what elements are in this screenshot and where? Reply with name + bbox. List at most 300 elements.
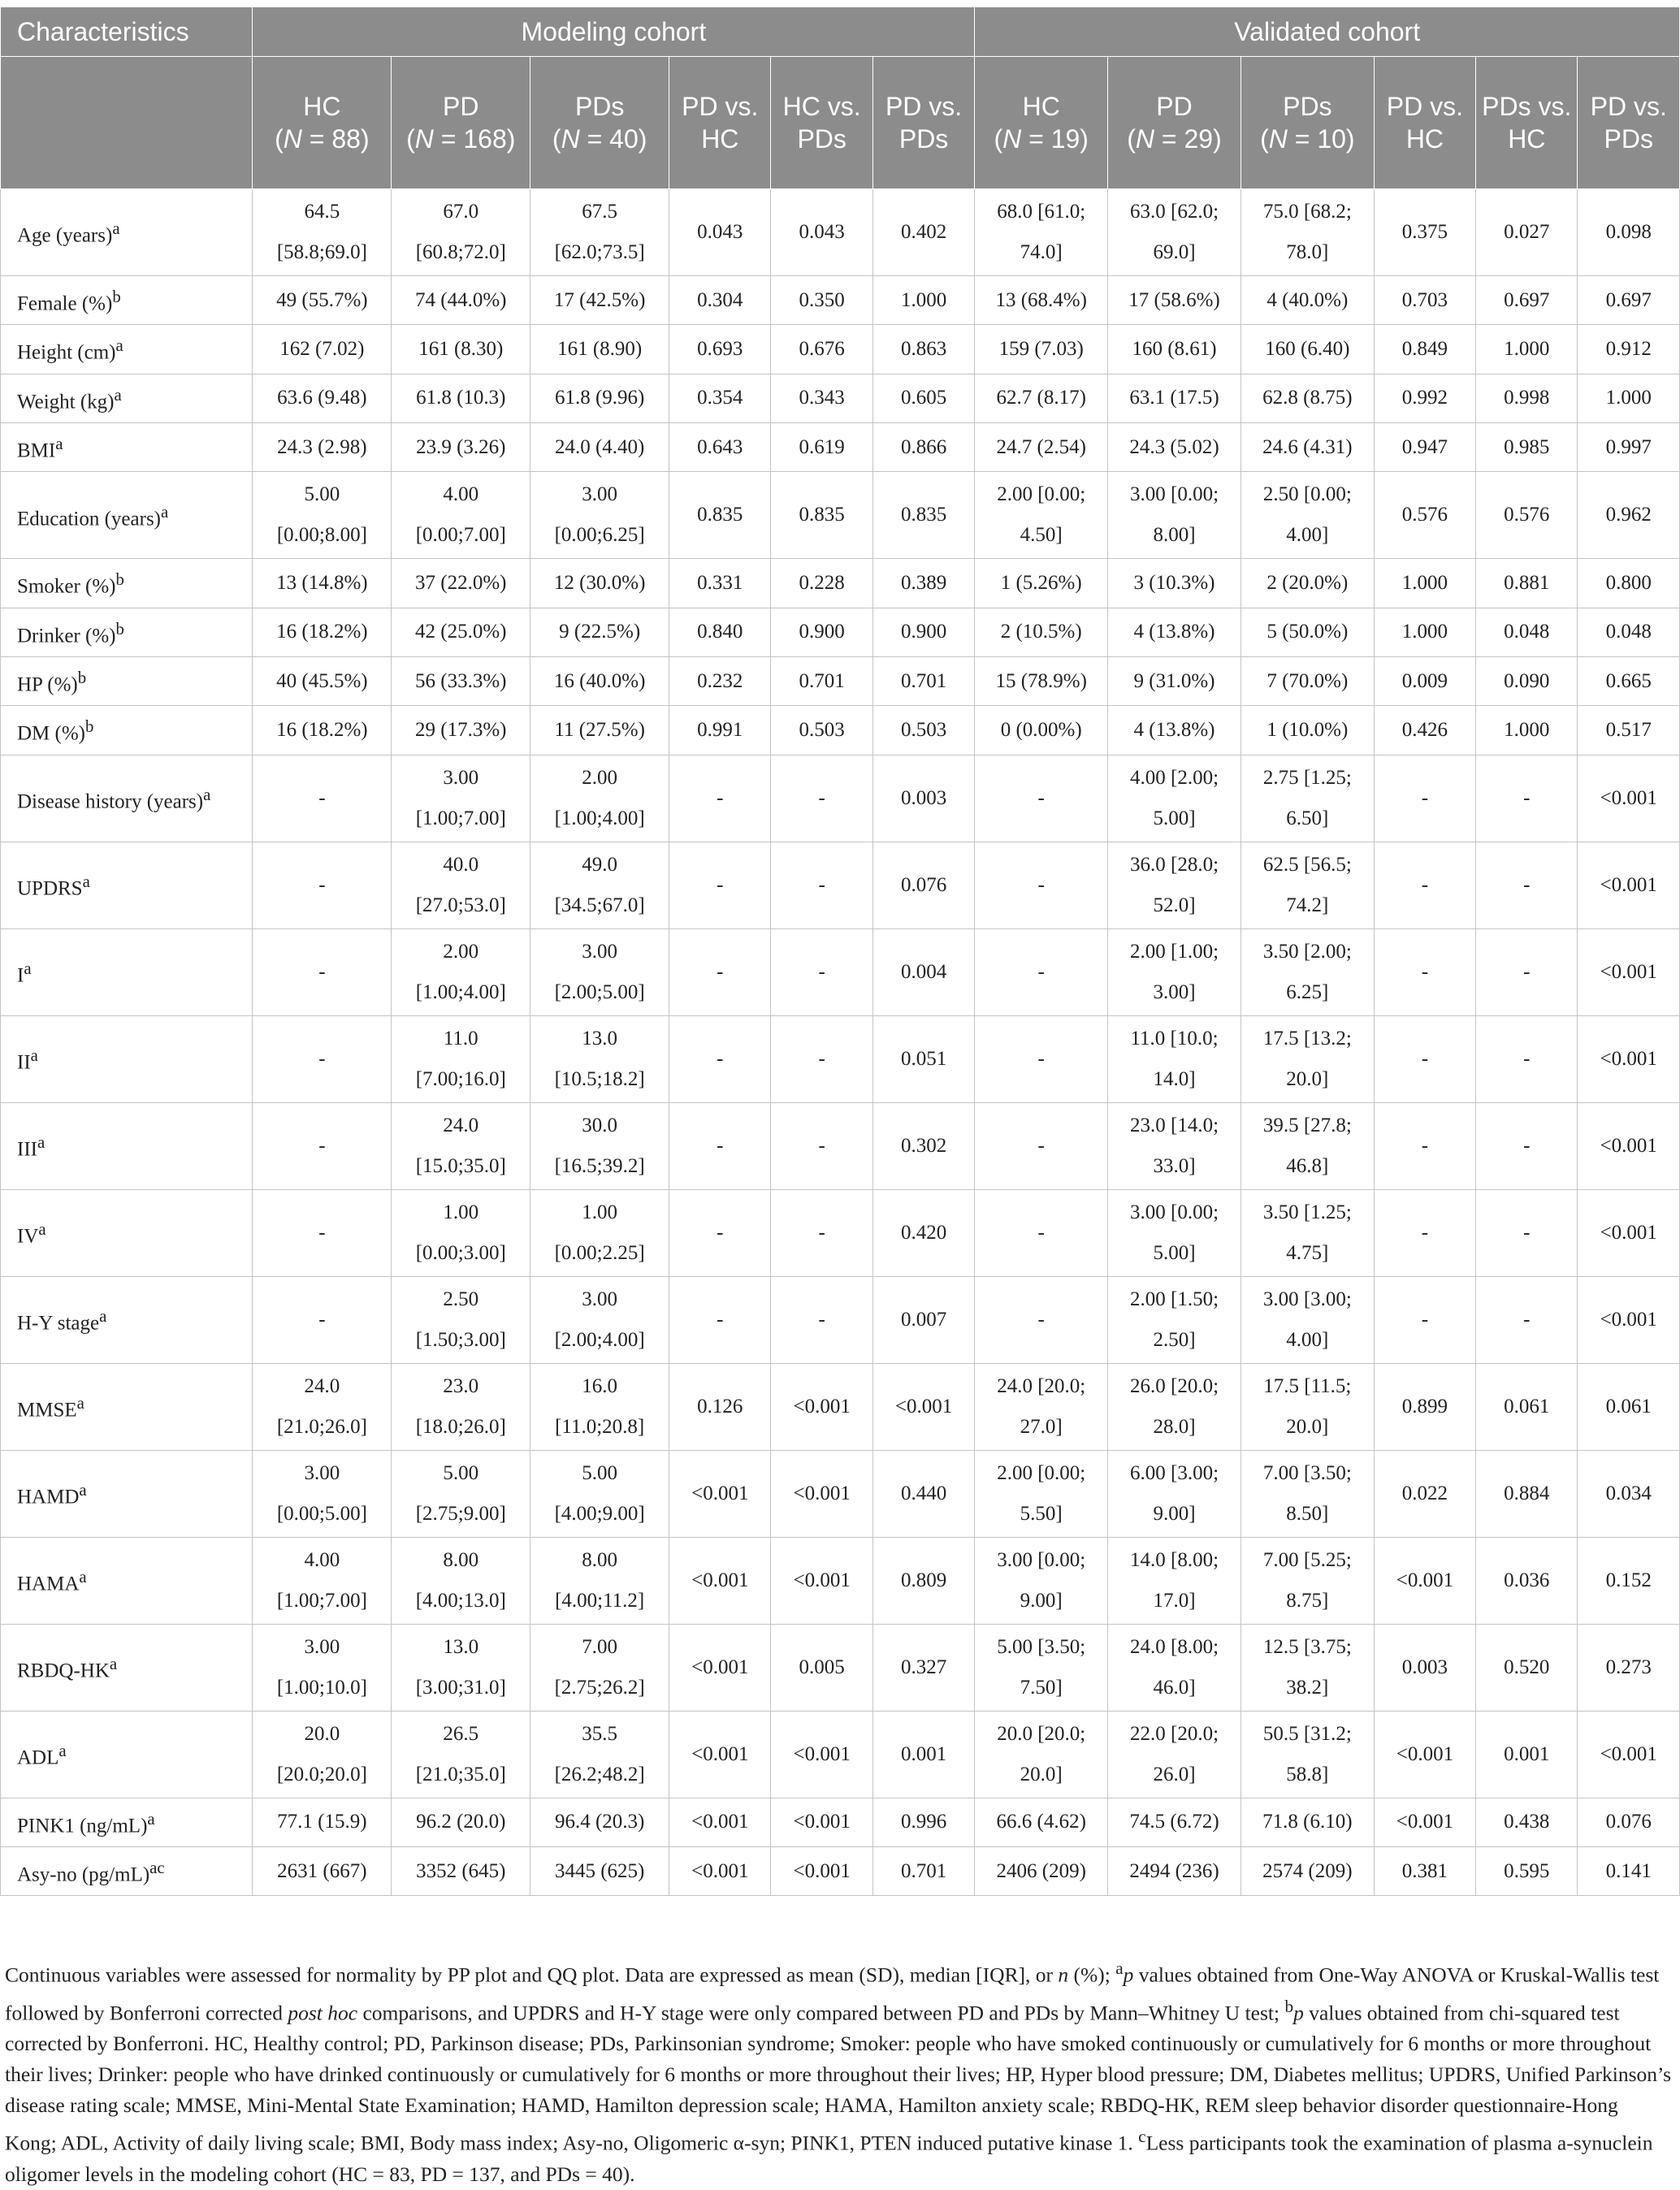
table-cell bbox=[872, 189, 974, 276]
column-header-group: HC bbox=[303, 92, 341, 121]
table-row bbox=[1, 559, 1680, 608]
table-cell bbox=[530, 1798, 669, 1846]
table-cell bbox=[1476, 608, 1578, 656]
cell-value: 7.00 bbox=[582, 1635, 618, 1658]
cell-value: [4.00;11.2] bbox=[555, 1589, 645, 1612]
table-cell bbox=[1108, 755, 1241, 842]
cell-value: 24.0 bbox=[304, 1374, 340, 1397]
cell-value: [1.00;7.00] bbox=[276, 1589, 367, 1612]
table-cell bbox=[669, 755, 771, 842]
row-label bbox=[1, 1276, 253, 1363]
cell-value: 16 (40.0%) bbox=[553, 669, 646, 692]
table-row bbox=[1, 706, 1680, 755]
table-cell bbox=[975, 189, 1108, 276]
footnote-text: comparisons, and UPDRS and H-Y stage were only compared between PD and PDs by Mann–Whitney U test; bbox=[357, 2001, 1285, 2024]
cell-value: 24.7 (2.54) bbox=[996, 435, 1086, 458]
cell-value: 75.0 [68.2; bbox=[1262, 201, 1352, 223]
row-label-text: HAMD bbox=[17, 1486, 80, 1508]
cell-value: 0.141 bbox=[1605, 1859, 1652, 1882]
footnote-n-italic: n bbox=[1058, 1963, 1069, 1987]
column-header: PDs (N = 10) bbox=[1241, 57, 1374, 189]
column-header-count: = 88) bbox=[301, 124, 370, 154]
row-label bbox=[1, 1450, 253, 1537]
table-cell bbox=[1108, 1846, 1241, 1895]
table-cell bbox=[1241, 422, 1374, 471]
table-row bbox=[1, 608, 1680, 656]
column-header bbox=[1374, 57, 1475, 189]
cell-value: 5.00 bbox=[582, 1461, 618, 1484]
table-cell bbox=[771, 1537, 872, 1624]
cell-value: 0.009 bbox=[1401, 669, 1448, 692]
table-cell bbox=[1108, 1015, 1241, 1102]
table-row bbox=[1, 1537, 1680, 1624]
table-row bbox=[1, 325, 1680, 374]
cell-value: 24.6 (4.31) bbox=[1262, 435, 1353, 458]
table-cell bbox=[392, 1537, 530, 1624]
footnote-p-italic: p bbox=[1293, 2001, 1304, 2024]
row-label-footnote-marker: a bbox=[114, 384, 122, 405]
table-cell bbox=[669, 1363, 771, 1450]
table-cell bbox=[975, 1624, 1108, 1711]
table-cell bbox=[771, 422, 872, 471]
cell-value: 63.1 (17.5) bbox=[1129, 387, 1219, 409]
table-cell bbox=[1476, 1363, 1578, 1450]
table-cell bbox=[975, 928, 1108, 1015]
table-cell bbox=[1241, 1015, 1374, 1102]
cell-value: 0.881 bbox=[1504, 571, 1550, 594]
cell-value: - bbox=[1421, 960, 1429, 983]
table-cell bbox=[1108, 325, 1241, 374]
table-row bbox=[1, 1846, 1680, 1895]
cell-value: 0.043 bbox=[799, 221, 845, 243]
row-label-text: Disease history (years) bbox=[17, 790, 204, 813]
table-row bbox=[1, 472, 1680, 559]
table-cell bbox=[1578, 189, 1680, 276]
row-label-text: Female (%) bbox=[17, 292, 113, 315]
cell-value: 0.835 bbox=[799, 504, 845, 526]
table-cell bbox=[669, 1102, 771, 1189]
cell-value: 24.0 [20.0; bbox=[997, 1374, 1086, 1397]
cell-value: 0.036 bbox=[1504, 1569, 1550, 1591]
table-cell bbox=[975, 1537, 1108, 1624]
table-cell bbox=[1374, 276, 1475, 325]
cell-value: 5.00] bbox=[1153, 807, 1196, 829]
cell-value: 2.00 [1.00; bbox=[1130, 940, 1219, 963]
cell-value: 20.0] bbox=[1020, 1763, 1063, 1785]
table-cell bbox=[253, 1015, 392, 1102]
table-cell bbox=[1578, 608, 1680, 656]
table-cell bbox=[392, 608, 530, 656]
cell-value: 40 (45.5%) bbox=[276, 669, 368, 692]
table-cell bbox=[253, 1102, 392, 1189]
table-footnote bbox=[5, 1953, 1672, 2190]
cell-value: <0.001 bbox=[691, 1859, 749, 1882]
row-label-text: II bbox=[17, 1051, 31, 1074]
table-cell bbox=[1108, 1363, 1241, 1450]
table-cell bbox=[771, 276, 872, 325]
table-cell bbox=[253, 1798, 392, 1846]
table-cell bbox=[1578, 656, 1680, 705]
row-label-text: HP (%) bbox=[17, 673, 78, 696]
row-label-text: UPDRS bbox=[17, 877, 83, 900]
table-cell bbox=[669, 422, 771, 471]
cell-value: 8.50] bbox=[1286, 1502, 1329, 1525]
column-header-label: PD vs. PDs bbox=[885, 92, 963, 154]
table-cell bbox=[1374, 189, 1475, 276]
cell-value: [3.00;31.0] bbox=[415, 1676, 506, 1699]
table-cell bbox=[1476, 422, 1578, 471]
cell-value: 58.8] bbox=[1286, 1763, 1329, 1785]
cell-value: 2 (10.5%) bbox=[1000, 621, 1082, 643]
table-cell bbox=[872, 1102, 974, 1189]
cell-value: 14.0 [8.00; bbox=[1130, 1548, 1219, 1571]
table-cell bbox=[669, 1015, 771, 1102]
cell-value: 8.00] bbox=[1153, 524, 1196, 547]
table-cell bbox=[1374, 1537, 1475, 1624]
row-label bbox=[1, 1015, 253, 1102]
cell-value: 5 (50.0%) bbox=[1266, 621, 1349, 643]
cell-value: <0.001 bbox=[691, 1811, 749, 1833]
cell-value: 0.350 bbox=[799, 288, 845, 311]
cell-value: 2 (20.0%) bbox=[1266, 571, 1349, 594]
cell-value: 0.703 bbox=[1401, 288, 1448, 311]
cell-value: 0.003 bbox=[1401, 1655, 1448, 1678]
cell-value: - bbox=[1037, 1134, 1045, 1157]
cell-value: <0.001 bbox=[691, 1742, 749, 1765]
cell-value: 1.00 bbox=[582, 1201, 618, 1223]
table-cell bbox=[530, 1015, 669, 1102]
row-label-text: I bbox=[17, 964, 24, 987]
cell-value: 74.2] bbox=[1286, 894, 1329, 916]
cell-value: 0.051 bbox=[900, 1047, 947, 1070]
table-cell bbox=[530, 755, 669, 842]
table-cell bbox=[1578, 706, 1680, 755]
cell-value: 74.5 (6.72) bbox=[1129, 1811, 1219, 1833]
table-cell bbox=[669, 189, 771, 276]
cell-value: 0.004 bbox=[900, 960, 947, 983]
table-cell bbox=[253, 656, 392, 705]
table-row bbox=[1, 1711, 1680, 1798]
table-cell bbox=[1476, 1711, 1578, 1798]
cell-value: 3.00 [0.00; bbox=[1130, 1201, 1219, 1223]
cell-value: 8.00 bbox=[443, 1548, 479, 1571]
table-cell bbox=[392, 1798, 530, 1846]
row-label bbox=[1, 276, 253, 325]
column-header-label: PD vs. PDs bbox=[1590, 92, 1667, 154]
cell-value: 0.152 bbox=[1605, 1569, 1652, 1591]
table-row bbox=[1, 1189, 1680, 1276]
table-cell bbox=[1476, 1537, 1578, 1624]
cell-value: - bbox=[1037, 873, 1045, 896]
table-cell bbox=[975, 706, 1108, 755]
cell-value: 39.5 [27.8; bbox=[1262, 1114, 1352, 1136]
cell-value: 1.000 bbox=[1504, 718, 1550, 741]
table-cell bbox=[669, 1189, 771, 1276]
cell-value: - bbox=[1421, 1221, 1429, 1244]
table-cell bbox=[392, 1711, 530, 1798]
row-label-footnote-marker: b bbox=[112, 287, 121, 306]
table-cell bbox=[771, 1624, 872, 1711]
row-label-text: Weight (kg) bbox=[17, 390, 115, 413]
cell-value: <0.001 bbox=[1600, 873, 1657, 896]
cell-value: 63.6 (9.48) bbox=[277, 387, 367, 409]
cell-value: 0.947 bbox=[1401, 435, 1448, 458]
cell-value: 0.985 bbox=[1504, 435, 1550, 458]
cell-value: 162 (7.02) bbox=[279, 337, 365, 360]
table-cell bbox=[530, 1363, 669, 1450]
column-header-label: PD vs. HC bbox=[682, 92, 759, 154]
cell-value: 161 (8.90) bbox=[557, 337, 643, 360]
cell-value: 26.0] bbox=[1153, 1763, 1196, 1785]
cell-value: 3 (10.3%) bbox=[1133, 571, 1215, 594]
table-cell bbox=[1374, 1015, 1475, 1102]
table-cell bbox=[1476, 189, 1578, 276]
table-cell bbox=[1241, 325, 1374, 374]
cell-value: 2.00 [0.00; bbox=[997, 483, 1086, 506]
cell-value: - bbox=[1523, 960, 1531, 983]
table-cell bbox=[1241, 1102, 1374, 1189]
table-cell bbox=[392, 706, 530, 755]
cell-value: 0.126 bbox=[697, 1395, 743, 1417]
cell-value: 4 (13.8%) bbox=[1133, 718, 1215, 741]
row-label-text: PINK1 (ng/mL) bbox=[17, 1814, 148, 1837]
cell-value: 13.0 bbox=[443, 1635, 479, 1658]
cell-value: 2494 (236) bbox=[1129, 1859, 1219, 1882]
cell-value: 9 (22.5%) bbox=[559, 621, 641, 643]
column-header-group: PD bbox=[1156, 92, 1193, 121]
cell-value: 11 (27.5%) bbox=[554, 718, 645, 741]
table-cell bbox=[1476, 1846, 1578, 1895]
column-header-n: N bbox=[414, 124, 434, 154]
cell-value: 0.343 bbox=[799, 387, 845, 409]
table-cell bbox=[872, 374, 974, 422]
table-cell bbox=[1476, 928, 1578, 1015]
table-cell bbox=[872, 1015, 974, 1102]
cell-value: 2.50 [0.00; bbox=[1262, 483, 1352, 506]
cell-value: 17.5 [11.5; bbox=[1263, 1374, 1352, 1397]
column-header-count: = 10) bbox=[1287, 124, 1355, 154]
table-cell bbox=[771, 472, 872, 559]
row-label-text: III bbox=[17, 1138, 37, 1161]
table-cell bbox=[975, 656, 1108, 705]
table-row bbox=[1, 1015, 1680, 1102]
cell-value: - bbox=[1421, 786, 1429, 809]
table-cell bbox=[669, 276, 771, 325]
table-cell bbox=[1578, 1015, 1680, 1102]
cell-value: 0.389 bbox=[900, 571, 947, 594]
cell-value: 1.000 bbox=[900, 288, 947, 311]
row-label-footnote-marker: a bbox=[30, 1045, 38, 1065]
cell-value: 4.75] bbox=[1286, 1241, 1329, 1264]
table-cell bbox=[1108, 608, 1241, 656]
cell-value: 64.5 bbox=[304, 201, 340, 223]
cell-value: [34.5;67.0] bbox=[554, 894, 645, 916]
cell-value: 4.00] bbox=[1286, 1328, 1329, 1351]
table-cell bbox=[253, 1450, 392, 1537]
row-label bbox=[1, 1537, 253, 1624]
table-cell bbox=[872, 755, 974, 842]
table-cell bbox=[1108, 706, 1241, 755]
cell-value: 66.6 (4.62) bbox=[996, 1811, 1086, 1833]
cell-value: 46.8] bbox=[1286, 1154, 1329, 1177]
row-label bbox=[1, 472, 253, 559]
table-cell bbox=[1476, 1102, 1578, 1189]
table-cell bbox=[771, 325, 872, 374]
cell-value: <0.001 bbox=[793, 1742, 851, 1765]
cell-value: 3.00 bbox=[304, 1461, 340, 1484]
cell-value: 50.5 [31.2; bbox=[1262, 1722, 1352, 1745]
table-cell bbox=[530, 1276, 669, 1363]
row-label-footnote-marker: a bbox=[55, 433, 63, 453]
table-cell bbox=[872, 842, 974, 928]
table-cell bbox=[392, 842, 530, 928]
row-label-footnote-marker: a bbox=[79, 1479, 87, 1500]
table-cell bbox=[1241, 1624, 1374, 1711]
cell-value: 0.701 bbox=[799, 669, 845, 692]
cell-value: 0.304 bbox=[697, 288, 743, 311]
cell-value: 24.3 (2.98) bbox=[277, 435, 367, 458]
cell-value: 0.420 bbox=[900, 1221, 947, 1244]
table-cell bbox=[669, 1798, 771, 1846]
cell-value: 9.00] bbox=[1020, 1589, 1063, 1612]
cell-value: [58.8;69.0] bbox=[276, 241, 367, 263]
cell-value: 74.0] bbox=[1020, 241, 1063, 263]
row-label-text: Height (cm) bbox=[17, 341, 116, 364]
cell-value: 0.331 bbox=[697, 571, 743, 594]
row-label-footnote-marker: ac bbox=[149, 1857, 165, 1877]
cell-value: 0.643 bbox=[697, 435, 743, 458]
row-label-footnote-marker: a bbox=[112, 219, 120, 239]
cell-value: [26.2;48.2] bbox=[554, 1763, 645, 1785]
table-cell bbox=[975, 1798, 1108, 1846]
table-cell bbox=[1241, 189, 1374, 276]
table-cell bbox=[1108, 1276, 1241, 1363]
table-cell bbox=[872, 1846, 974, 1895]
table-cell bbox=[1476, 1798, 1578, 1846]
row-label-text: HAMA bbox=[17, 1573, 80, 1595]
table-cell bbox=[1476, 842, 1578, 928]
cell-value: 9.00] bbox=[1153, 1502, 1196, 1525]
cell-value: 2631 (667) bbox=[277, 1859, 367, 1882]
cell-value: 0.835 bbox=[900, 504, 947, 526]
cell-value: 3.00 bbox=[582, 483, 618, 506]
cell-value: 11.0 [10.0; bbox=[1130, 1027, 1219, 1050]
cell-value: 3.00 bbox=[443, 766, 479, 789]
table-cell bbox=[771, 842, 872, 928]
cell-value: 8.00 bbox=[582, 1548, 618, 1571]
cell-value: 0.866 bbox=[900, 435, 947, 458]
cell-value: 0.090 bbox=[1504, 669, 1550, 692]
table-cell bbox=[1108, 1711, 1241, 1798]
cell-value: 49.0 bbox=[582, 853, 618, 876]
cell-value: <0.001 bbox=[1600, 1742, 1657, 1765]
table-cell bbox=[975, 1276, 1108, 1363]
cell-value: 4.00 [2.00; bbox=[1130, 766, 1219, 789]
cell-value: <0.001 bbox=[691, 1569, 749, 1591]
cell-value: 3445 (625) bbox=[554, 1859, 645, 1882]
table-cell bbox=[530, 422, 669, 471]
row-label-text: Smoker (%) bbox=[17, 575, 116, 598]
table-cell bbox=[1374, 1624, 1475, 1711]
table-cell bbox=[1578, 472, 1680, 559]
table-cell bbox=[1241, 1846, 1374, 1895]
table-cell bbox=[1374, 1189, 1475, 1276]
cell-value: 67.0 bbox=[443, 201, 479, 223]
table-cell bbox=[975, 1450, 1108, 1537]
table-cell bbox=[771, 928, 872, 1015]
cell-value: 5.00 bbox=[304, 483, 340, 506]
table-row bbox=[1, 1363, 1680, 1450]
cell-value: [0.00;7.00] bbox=[415, 524, 506, 547]
cell-value: 0.232 bbox=[697, 669, 743, 692]
table-cell bbox=[669, 656, 771, 705]
cell-value: [0.00;8.00] bbox=[276, 524, 367, 547]
cell-value: 17 (42.5%) bbox=[553, 288, 646, 311]
column-header-n: N bbox=[1135, 124, 1155, 154]
table-cell bbox=[1578, 1846, 1680, 1895]
cell-value: 0.809 bbox=[900, 1569, 947, 1591]
cell-value: 0.997 bbox=[1605, 435, 1652, 458]
footnote-text: Continuous variables were assessed for normality by PP plot and QQ plot. Data are expressed as mean (SD), median [IQR], or bbox=[5, 1963, 1059, 1987]
row-label-footnote-marker: a bbox=[82, 871, 90, 891]
column-header-n: N bbox=[1268, 124, 1288, 154]
cell-value: 38.2] bbox=[1286, 1676, 1329, 1699]
table-cell bbox=[872, 1798, 974, 1846]
cell-value: 24.3 (5.02) bbox=[1129, 435, 1219, 458]
table-cell bbox=[872, 1276, 974, 1363]
table-cell bbox=[1476, 1189, 1578, 1276]
column-header bbox=[1476, 57, 1578, 189]
table-cell bbox=[392, 1102, 530, 1189]
cell-value: 46.0] bbox=[1153, 1676, 1196, 1699]
table-cell bbox=[872, 1363, 974, 1450]
cell-value: 0.048 bbox=[1504, 621, 1550, 643]
cell-value: 2.00 [0.00; bbox=[997, 1461, 1086, 1484]
table-cell bbox=[669, 1450, 771, 1537]
table-row bbox=[1, 189, 1680, 276]
cell-value: 15 (78.9%) bbox=[995, 669, 1087, 692]
table-cell bbox=[392, 928, 530, 1015]
cell-value: 26.5 bbox=[443, 1722, 479, 1745]
table-cell bbox=[1241, 842, 1374, 928]
table-cell bbox=[872, 706, 974, 755]
cell-value: 11.0 bbox=[443, 1027, 478, 1050]
cell-value: 0.697 bbox=[1504, 288, 1550, 311]
cell-value: [2.00;4.00] bbox=[554, 1328, 645, 1351]
row-label-text: Age (years) bbox=[17, 224, 113, 247]
table-cell bbox=[1374, 1846, 1475, 1895]
row-label bbox=[1, 1711, 253, 1798]
table-cell bbox=[872, 608, 974, 656]
cell-value: 0.048 bbox=[1605, 621, 1652, 643]
table-cell bbox=[771, 374, 872, 422]
row-label-footnote-marker: a bbox=[147, 1808, 155, 1829]
cell-value: 74 (44.0%) bbox=[415, 288, 507, 311]
cell-value: - bbox=[1421, 1047, 1429, 1070]
row-label-footnote-marker: b bbox=[85, 716, 94, 737]
cell-value: 2.00 [1.50; bbox=[1130, 1288, 1219, 1310]
cell-value: - bbox=[1523, 786, 1531, 809]
table-cell bbox=[1374, 928, 1475, 1015]
column-header-count: = 168) bbox=[433, 124, 516, 154]
cell-value: 13.0 bbox=[582, 1027, 618, 1050]
column-header bbox=[872, 57, 974, 189]
cell-value: [11.0;20.8] bbox=[555, 1415, 645, 1438]
cell-value: 16 (18.2%) bbox=[276, 718, 368, 741]
table-cell bbox=[669, 559, 771, 608]
cell-value: [4.00;13.0] bbox=[415, 1589, 506, 1612]
column-header-label: PD vs. HC bbox=[1386, 92, 1464, 154]
